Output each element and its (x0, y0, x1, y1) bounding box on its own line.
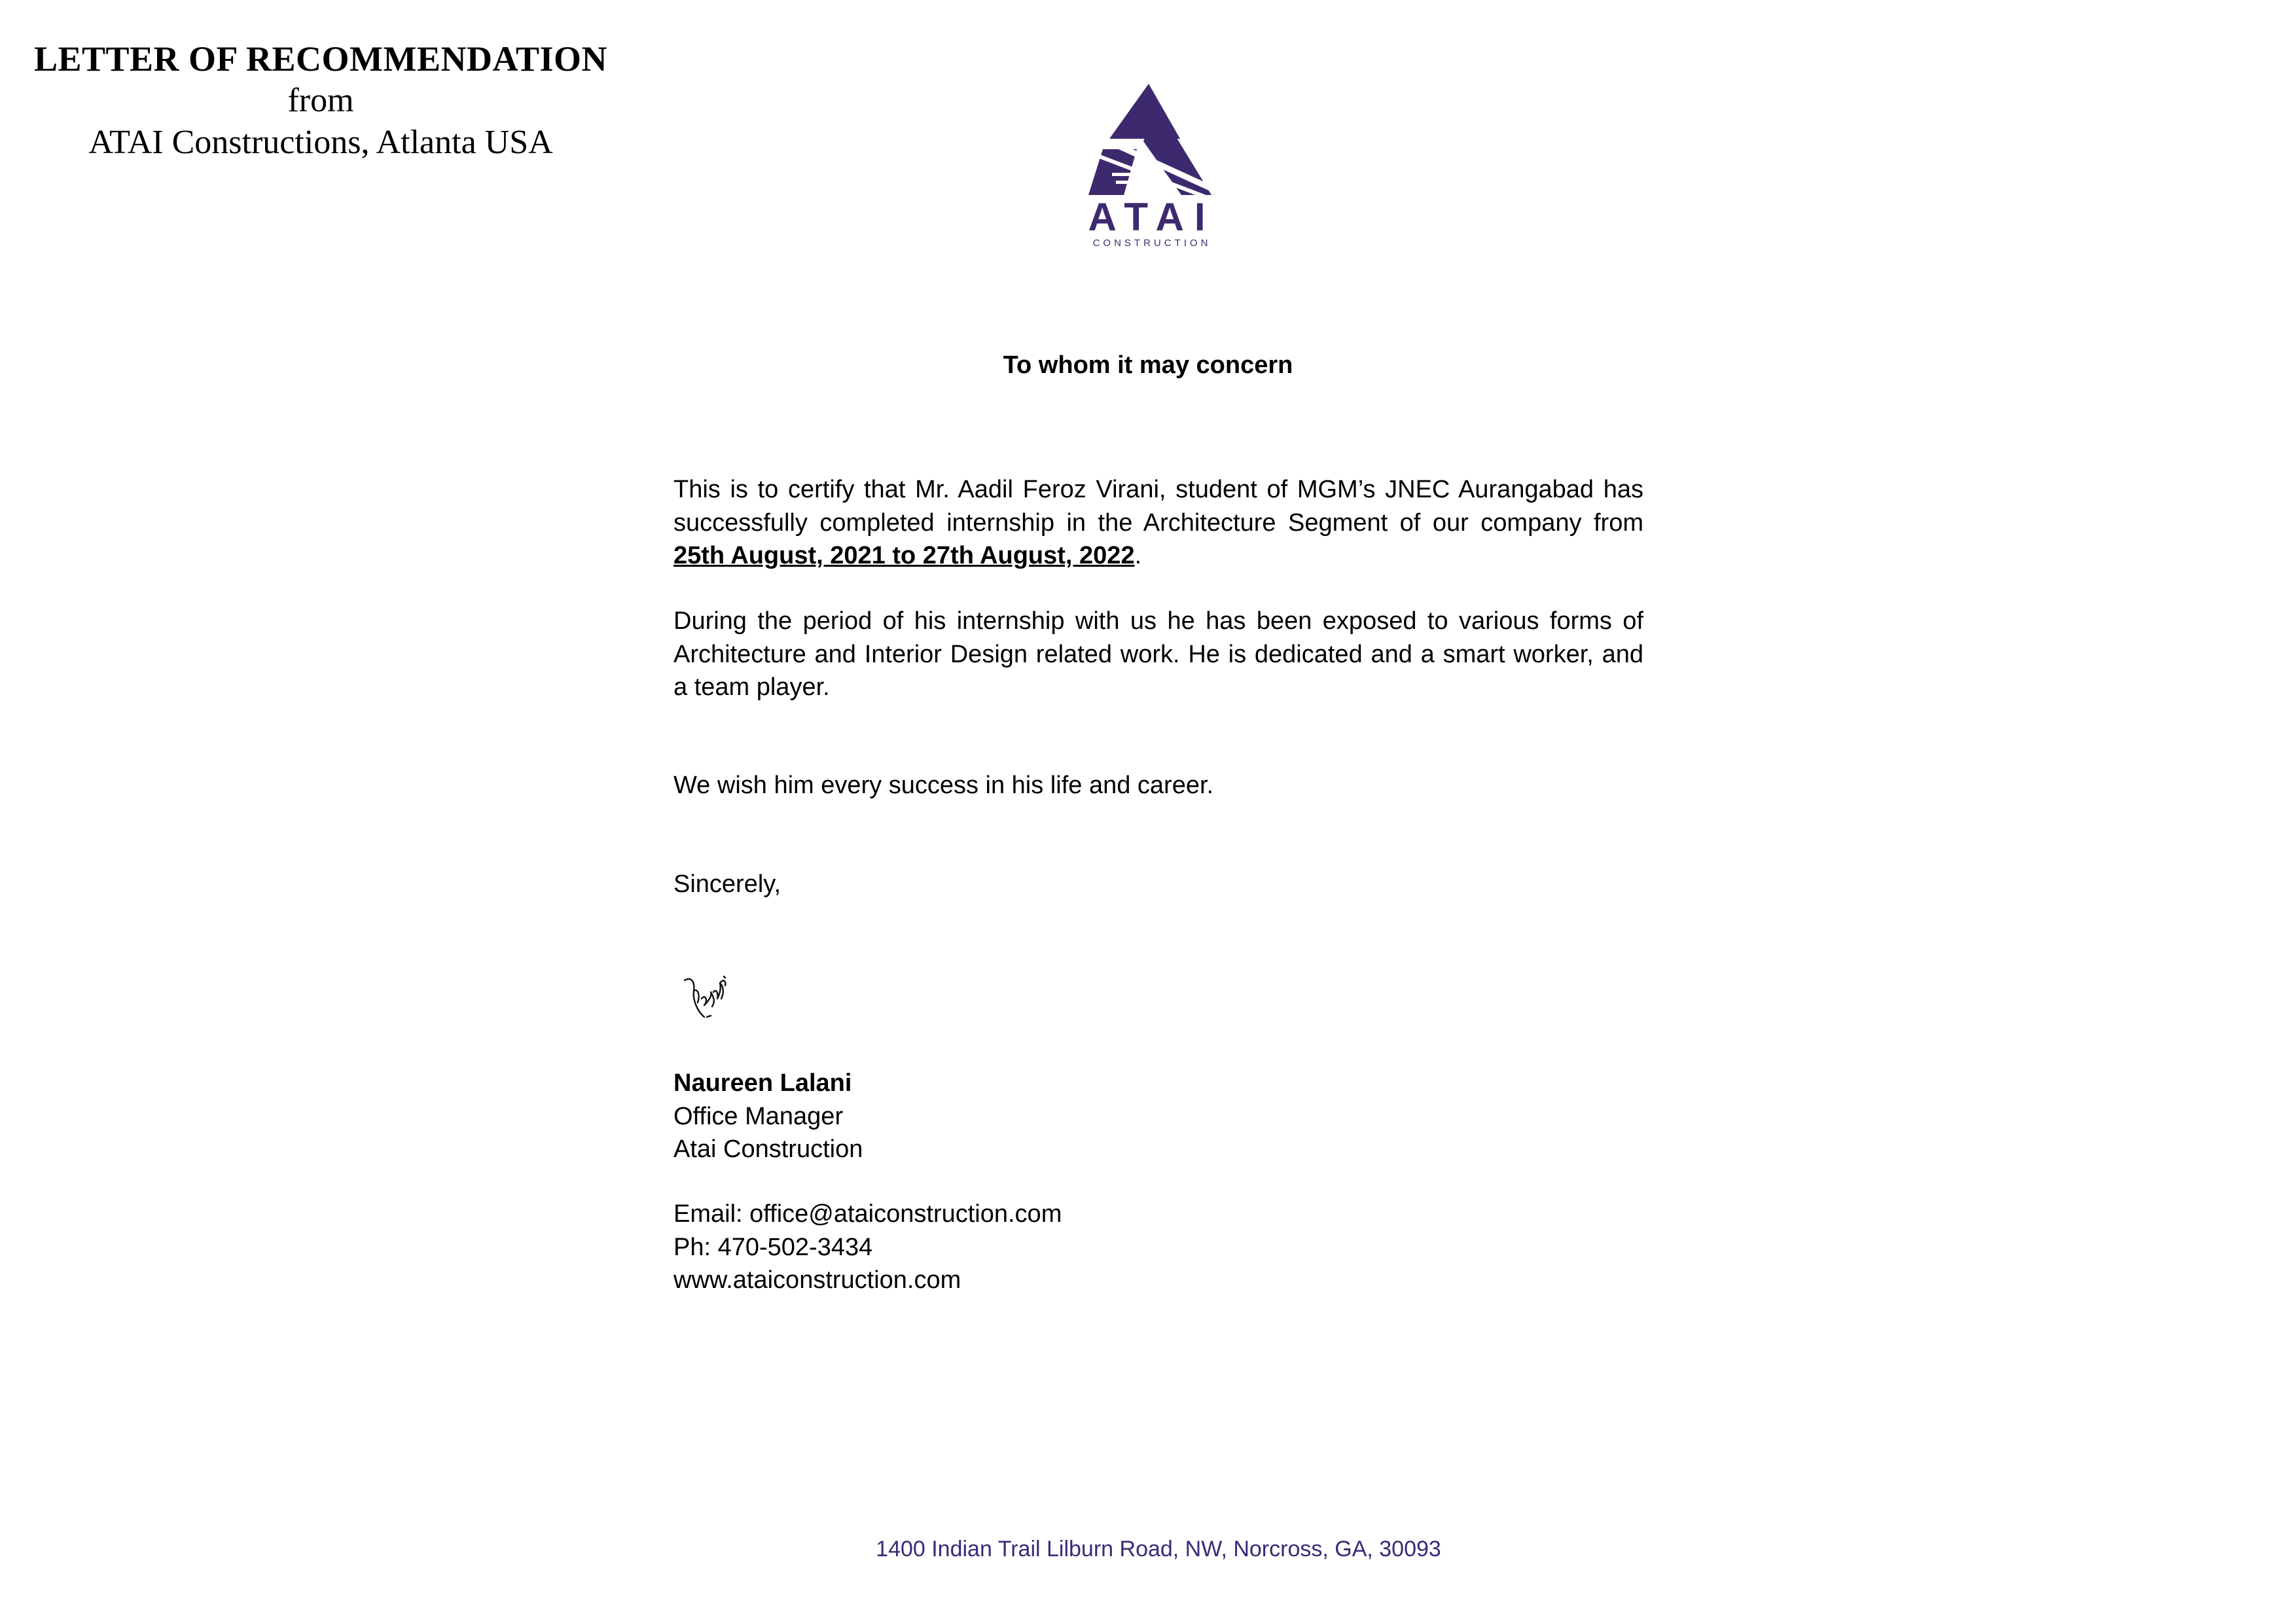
certification-end: . (1134, 542, 1142, 569)
signatory-title: Office Manager (673, 1102, 844, 1130)
signatory-company: Atai Construction (673, 1135, 863, 1163)
internship-paragraph: During the period of his internship with us he has been exposed to various forms of Architecture and Interior Design related work. He is dedicated and a smart worker, and a team player. (673, 607, 1643, 701)
internship-dates: 25th August, 2021 to 27th August, 2022 (673, 542, 1135, 569)
signatory-block (673, 1067, 863, 1166)
letter-title: LETTER OF RECOMMENDATION (33, 39, 608, 79)
closing: Sincerely, (673, 870, 781, 898)
logo-wordmark: ATAI (1088, 195, 1216, 239)
contact-website: www.ataiconstruction.com (673, 1266, 961, 1294)
handwritten-signature (678, 962, 750, 1034)
wishes-paragraph: We wish him every success in his life and career. (673, 772, 1214, 799)
footer-address: 1400 Indian Trail Lilburn Road, NW, Norcross, GA, 30093 (876, 1537, 1441, 1561)
signatory-name: Naureen Lalani (673, 1069, 852, 1097)
company-location: ATAI Constructions, Atlanta USA (88, 124, 553, 161)
atai-logo (1083, 79, 1221, 249)
logo-subtitle: CONSTRUCTION (1092, 238, 1211, 249)
letter-header (26, 38, 615, 164)
contact-block (673, 1198, 1062, 1297)
contact-email: Email: office@ataiconstruction.com (673, 1200, 1062, 1228)
contact-phone: Ph: 470-502-3434 (673, 1233, 873, 1261)
greeting: To whom it may concern (1003, 351, 1293, 379)
from-label: from (287, 82, 354, 119)
certification-paragraph (673, 473, 1643, 573)
certification-text: This is to certify that Mr. Aadil Feroz Virani, student of MGM’s JNEC Aurangabad has successfully completed internship in the Architecture Segment of our company from (673, 476, 1643, 537)
